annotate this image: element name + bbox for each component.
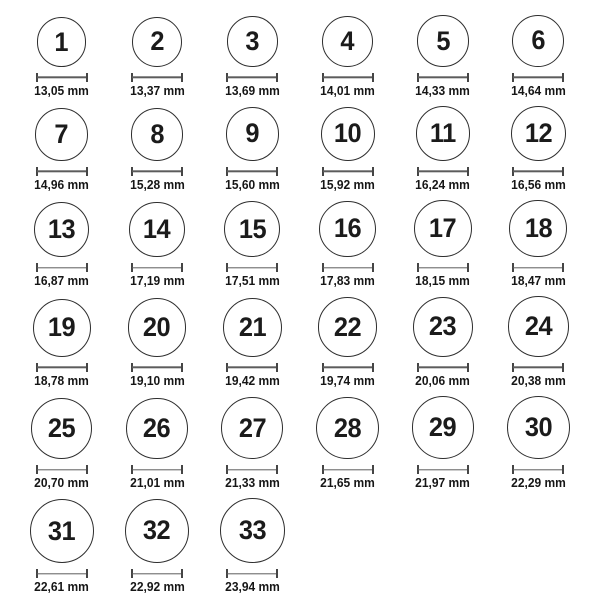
ruler-line xyxy=(132,267,182,268)
size-number: 2 xyxy=(150,26,164,57)
size-circle xyxy=(416,106,470,160)
size-circle xyxy=(413,297,473,357)
ruler-tick-right xyxy=(181,73,183,82)
ruler-tick-right xyxy=(181,465,183,474)
size-cell xyxy=(491,200,586,290)
size-number: 30 xyxy=(524,412,552,443)
size-cell xyxy=(300,200,395,290)
size-number: 4 xyxy=(340,25,355,56)
ruler-line xyxy=(132,367,182,368)
size-circle xyxy=(220,498,285,563)
diameter-ruler xyxy=(131,263,183,272)
ruler-line xyxy=(37,267,87,268)
size-number: 18 xyxy=(524,212,552,243)
diameter-ruler xyxy=(226,73,278,82)
size-number: 9 xyxy=(245,118,260,149)
ruler-line xyxy=(323,469,373,470)
size-number: 19 xyxy=(47,312,76,343)
diameter-ruler xyxy=(36,167,88,176)
ruler-tick-right xyxy=(467,465,469,474)
size-cell xyxy=(205,200,300,290)
size-circle xyxy=(507,396,570,459)
diameter-ruler xyxy=(322,363,374,372)
diameter-ruler xyxy=(226,363,278,372)
ruler-line xyxy=(418,77,468,78)
ruler-line xyxy=(132,573,182,574)
ruler-line xyxy=(227,267,277,268)
size-number: 17 xyxy=(429,213,457,244)
diameter-label: 18,78 mm xyxy=(34,373,90,388)
ruler-tick-right xyxy=(372,73,374,82)
diameter-label: 15,92 mm xyxy=(320,177,376,192)
ruler-tick-right xyxy=(181,263,183,272)
size-cell xyxy=(300,15,395,99)
size-cell xyxy=(109,15,204,99)
diameter-ruler xyxy=(417,465,469,474)
size-circle xyxy=(508,296,569,357)
size-circle xyxy=(129,202,185,258)
ruler-tick-right xyxy=(181,569,183,578)
size-cell xyxy=(205,296,300,389)
size-circle xyxy=(125,499,189,563)
size-number: 5 xyxy=(436,25,450,56)
diameter-label: 20,06 mm xyxy=(415,373,471,388)
size-cell xyxy=(14,15,109,99)
size-circle xyxy=(132,17,182,67)
ruler-line xyxy=(37,469,87,470)
size-circle xyxy=(37,17,87,67)
ruler-line xyxy=(132,170,182,171)
size-cell xyxy=(109,498,204,595)
size-cell xyxy=(300,106,395,193)
size-cell xyxy=(109,106,204,193)
ruler-line xyxy=(323,367,373,368)
size-circle xyxy=(316,397,378,459)
size-circle xyxy=(221,397,283,459)
diameter-ruler xyxy=(417,263,469,272)
size-number: 12 xyxy=(524,117,552,148)
diameter-label: 22,29 mm xyxy=(510,476,566,491)
size-number: 29 xyxy=(429,412,457,443)
ruler-tick-right xyxy=(181,363,183,372)
size-number: 16 xyxy=(333,213,362,244)
ruler-tick-right xyxy=(562,363,564,372)
size-cell xyxy=(300,296,395,389)
size-circle xyxy=(414,200,471,257)
ruler-line xyxy=(513,367,563,368)
size-circle xyxy=(321,107,375,161)
ruler-tick-right xyxy=(86,363,88,372)
diameter-label: 19,74 mm xyxy=(320,373,376,388)
size-cell xyxy=(205,15,300,99)
size-row xyxy=(14,200,586,290)
size-circle xyxy=(412,396,475,459)
diameter-ruler xyxy=(131,569,183,578)
ruler-line xyxy=(37,77,87,78)
ruler-tick-right xyxy=(86,569,88,578)
ruler-line xyxy=(132,77,182,78)
size-number: 10 xyxy=(333,118,362,149)
size-row xyxy=(14,296,586,389)
ruler-tick-right xyxy=(276,263,278,272)
diameter-label: 13,37 mm xyxy=(129,83,185,98)
diameter-ruler xyxy=(512,263,564,272)
ruler-tick-right xyxy=(181,167,183,176)
diameter-label: 14,33 mm xyxy=(415,83,471,98)
size-number: 14 xyxy=(143,213,171,244)
size-grid xyxy=(14,15,586,595)
diameter-label: 14,64 mm xyxy=(510,83,566,98)
size-row xyxy=(14,15,586,99)
diameter-ruler xyxy=(36,263,88,272)
size-cell xyxy=(395,396,490,491)
size-cell xyxy=(14,396,109,491)
diameter-ruler xyxy=(226,465,278,474)
size-number: 7 xyxy=(54,118,69,149)
size-cell xyxy=(109,396,204,491)
size-number: 20 xyxy=(143,312,171,343)
diameter-label: 14,96 mm xyxy=(34,177,90,192)
ruler-line xyxy=(323,77,373,78)
size-circle xyxy=(31,398,92,459)
diameter-label: 21,65 mm xyxy=(320,476,376,491)
size-cell xyxy=(14,106,109,193)
diameter-label: 21,33 mm xyxy=(224,476,280,491)
size-cell xyxy=(109,200,204,290)
size-circle xyxy=(226,107,279,160)
size-number: 31 xyxy=(48,515,76,546)
diameter-label: 17,83 mm xyxy=(320,274,376,289)
size-circle xyxy=(131,108,184,161)
ruler-line xyxy=(418,170,468,171)
ruler-tick-right xyxy=(562,465,564,474)
ruler-line xyxy=(227,573,277,574)
diameter-label: 13,69 mm xyxy=(224,83,280,98)
diameter-label: 21,97 mm xyxy=(415,476,471,491)
ruler-tick-right xyxy=(276,73,278,82)
size-cell xyxy=(395,15,490,99)
diameter-label: 18,47 mm xyxy=(510,274,566,289)
size-cell xyxy=(205,396,300,491)
size-cell xyxy=(205,498,300,595)
size-number: 6 xyxy=(531,25,546,56)
diameter-ruler xyxy=(131,167,183,176)
ruler-tick-right xyxy=(86,73,88,82)
ruler-tick-right xyxy=(562,73,564,82)
diameter-ruler xyxy=(36,465,88,474)
size-circle xyxy=(224,201,280,257)
diameter-ruler xyxy=(417,363,469,372)
ruler-line xyxy=(323,170,373,171)
size-number: 27 xyxy=(238,412,266,443)
ruler-line xyxy=(132,469,182,470)
ruler-line xyxy=(37,170,87,171)
diameter-label: 19,10 mm xyxy=(129,373,185,388)
size-circle xyxy=(509,200,567,258)
size-number: 33 xyxy=(238,515,266,546)
size-number: 8 xyxy=(150,118,164,149)
diameter-label: 19,42 mm xyxy=(224,373,280,388)
diameter-label: 20,70 mm xyxy=(34,476,90,491)
ruler-tick-right xyxy=(562,263,564,272)
size-circle xyxy=(33,299,91,357)
size-cell xyxy=(491,106,586,193)
size-circle xyxy=(512,15,564,67)
diameter-ruler xyxy=(322,167,374,176)
diameter-label: 18,15 mm xyxy=(415,274,471,289)
size-circle xyxy=(128,298,187,357)
diameter-ruler xyxy=(322,73,374,82)
size-number: 23 xyxy=(429,311,457,342)
ruler-tick-right xyxy=(372,363,374,372)
diameter-label: 15,28 mm xyxy=(129,177,185,192)
size-cell xyxy=(395,200,490,290)
ruler-line xyxy=(227,170,277,171)
diameter-label: 22,92 mm xyxy=(129,580,185,595)
size-circle xyxy=(223,298,282,357)
size-circle xyxy=(511,106,566,161)
size-cell xyxy=(14,200,109,290)
diameter-label: 17,19 mm xyxy=(129,274,185,289)
diameter-ruler xyxy=(512,73,564,82)
ruler-tick-right xyxy=(467,263,469,272)
size-cell xyxy=(491,296,586,389)
ruler-line xyxy=(513,170,563,171)
ruler-line xyxy=(418,267,468,268)
diameter-ruler xyxy=(36,363,88,372)
ruler-tick-right xyxy=(86,465,88,474)
ruler-line xyxy=(418,469,468,470)
ruler-tick-right xyxy=(276,167,278,176)
size-cell xyxy=(395,296,490,389)
size-cell xyxy=(300,396,395,491)
size-cell xyxy=(395,106,490,193)
size-number: 1 xyxy=(54,26,69,57)
ruler-tick-right xyxy=(562,167,564,176)
size-circle xyxy=(126,398,188,460)
size-cell xyxy=(205,106,300,193)
ruler-tick-right xyxy=(467,167,469,176)
diameter-label: 20,38 mm xyxy=(510,373,566,388)
ruler-line xyxy=(227,367,277,368)
ruler-line xyxy=(418,367,468,368)
size-number: 32 xyxy=(143,515,171,546)
size-circle xyxy=(227,16,277,66)
diameter-label: 16,24 mm xyxy=(415,177,471,192)
diameter-label: 17,51 mm xyxy=(224,274,280,289)
size-number: 3 xyxy=(245,26,260,57)
diameter-ruler xyxy=(226,569,278,578)
size-cell xyxy=(491,15,586,99)
ruler-tick-right xyxy=(276,465,278,474)
size-number: 28 xyxy=(333,412,362,443)
size-row xyxy=(14,498,586,595)
ruler-line xyxy=(227,469,277,470)
diameter-label: 22,61 mm xyxy=(34,580,90,595)
diameter-label: 15,60 mm xyxy=(224,177,280,192)
diameter-ruler xyxy=(131,363,183,372)
size-cell xyxy=(109,296,204,389)
diameter-label: 13,05 mm xyxy=(34,83,90,98)
size-cell xyxy=(14,296,109,389)
ruler-tick-right xyxy=(86,167,88,176)
size-circle xyxy=(322,16,373,67)
size-cell xyxy=(14,498,109,595)
diameter-label: 21,01 mm xyxy=(129,476,185,491)
size-number: 11 xyxy=(430,118,456,148)
diameter-label: 16,56 mm xyxy=(510,177,566,192)
size-row xyxy=(14,396,586,491)
size-cell xyxy=(491,396,586,491)
ruler-tick-right xyxy=(86,263,88,272)
size-circle xyxy=(35,108,87,160)
diameter-ruler xyxy=(226,263,278,272)
size-circle xyxy=(417,15,468,66)
ruler-tick-right xyxy=(372,167,374,176)
diameter-ruler xyxy=(512,465,564,474)
size-number: 26 xyxy=(143,413,171,443)
diameter-ruler xyxy=(131,73,183,82)
diameter-label: 14,01 mm xyxy=(320,83,376,98)
ruler-tick-right xyxy=(372,465,374,474)
diameter-ruler xyxy=(417,167,469,176)
ruler-tick-right xyxy=(372,263,374,272)
size-circle xyxy=(318,297,378,357)
ruler-line xyxy=(513,267,563,268)
size-number: 13 xyxy=(47,214,76,245)
ruler-tick-right xyxy=(467,363,469,372)
diameter-ruler xyxy=(512,363,564,372)
diameter-ruler xyxy=(226,167,278,176)
diameter-ruler xyxy=(322,263,374,272)
diameter-ruler xyxy=(322,465,374,474)
ruler-line xyxy=(227,77,277,78)
size-number: 15 xyxy=(238,213,266,244)
diameter-label: 16,87 mm xyxy=(34,274,90,289)
ruler-line xyxy=(513,77,563,78)
ruler-line xyxy=(37,573,87,574)
size-circle xyxy=(34,202,89,257)
diameter-ruler xyxy=(36,73,88,82)
diameter-ruler xyxy=(131,465,183,474)
size-circle xyxy=(30,499,94,563)
diameter-label: 23,94 mm xyxy=(224,580,280,595)
size-row xyxy=(14,106,586,193)
ruler-line xyxy=(513,469,563,470)
size-number: 22 xyxy=(333,311,362,342)
ruler-tick-right xyxy=(276,363,278,372)
size-number: 25 xyxy=(48,413,76,444)
diameter-ruler xyxy=(512,167,564,176)
ruler-tick-right xyxy=(276,569,278,578)
size-number: 24 xyxy=(524,311,552,342)
ruler-tick-right xyxy=(467,73,469,82)
ruler-line xyxy=(37,367,87,368)
ruler-line xyxy=(323,267,373,268)
size-circle xyxy=(319,201,376,258)
size-number: 21 xyxy=(238,311,266,342)
diameter-ruler xyxy=(36,569,88,578)
diameter-ruler xyxy=(417,73,469,82)
